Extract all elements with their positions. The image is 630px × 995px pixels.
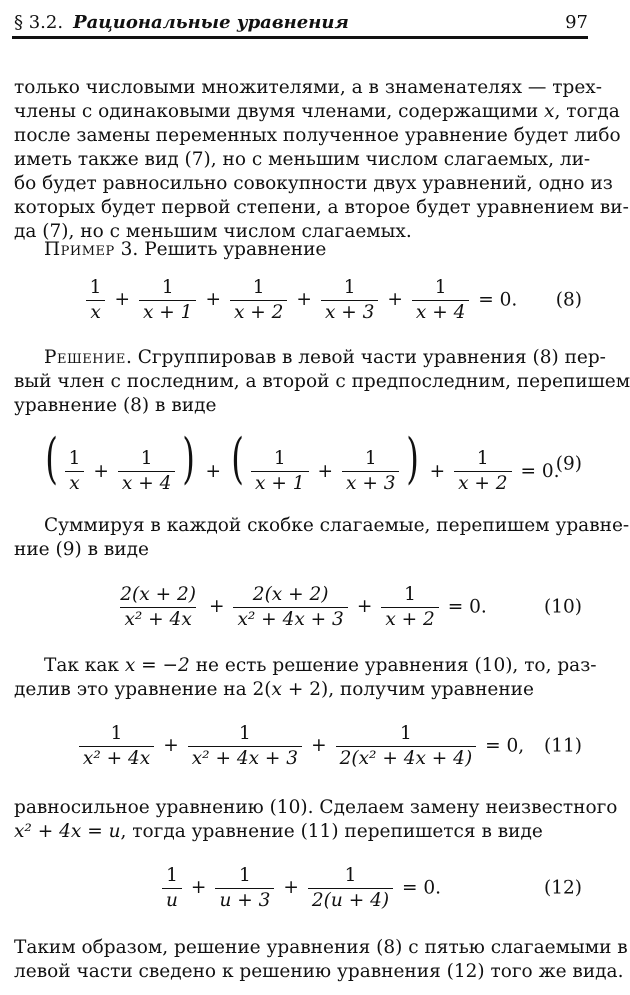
text-line: иметь также вид (7), но с меньшим числом слагаемых, ли- [14,149,591,170]
text-line [14,820,586,844]
right-paren: ) [182,426,196,490]
fraction [233,583,347,632]
equation-10 [14,575,586,639]
fraction [321,276,378,325]
equation-body [159,864,441,913]
denominator: x + 3 [321,300,378,325]
text-line [14,346,606,370]
plus-sign: + [317,460,334,482]
numerator: 1 [400,722,412,744]
solution-paragraph [14,346,630,418]
plus-sign: + [429,460,446,482]
math-variable: x [271,679,282,700]
fraction [65,447,85,496]
denominator: x² + 4x + 3 [188,746,302,771]
left-paren: ( [44,426,58,490]
equation-body [113,583,486,632]
example-statement [14,238,586,262]
text-line: левой части сведено к решению уравнения (12) того же вида. [14,961,624,982]
equation-number: (9) [555,453,582,475]
denominator: u [162,888,182,913]
text-span: делив это уравнение на 2( [14,679,272,700]
denominator: x [86,300,104,325]
denominator: x² + 4x [79,746,154,771]
equation-12 [14,856,586,920]
text-line [44,238,586,262]
fraction [381,583,438,632]
text-line: уравнение (8) в виде [14,395,217,416]
plus-sign: + [387,289,403,310]
numerator: 1 [476,448,489,470]
text-line: ние (9) в виде [14,539,149,560]
plus-sign: + [311,735,327,756]
running-header [12,8,588,39]
right-paren: ) [406,426,420,490]
numerator: 1 [140,448,153,470]
numerator: 1 [239,722,251,744]
text-span: , тогда уравнение (11) перепишется в виде [120,821,543,842]
denominator: 2(x² + 4x + 4) [336,746,477,771]
equation-9 [14,426,586,496]
paragraph-3 [14,654,597,702]
fraction [251,447,308,496]
equation-rhs: = 0, [485,735,525,756]
equation-body [41,426,560,497]
text-span: , тогда [554,101,620,122]
denominator: x + 3 [342,471,399,496]
fraction [188,722,302,771]
paragraph-2 [14,514,630,562]
text-line: да (7), но с меньшим числом слагаемых. [14,221,412,242]
text-span: члены с одинаковыми двумя членами, содержащими [14,101,539,122]
example-text: 3. Решить уравнение [120,239,327,260]
paragraph-4 [14,796,618,844]
example-label: Пример [44,239,115,260]
numerator: 1 [252,276,265,298]
plus-sign: + [356,596,373,617]
denominator: x [65,471,83,496]
denominator: x² + 4x + 3 [233,607,347,632]
numerator: 1 [364,448,377,470]
fraction [116,583,200,632]
fraction [118,447,175,496]
numerator: 1 [110,722,123,744]
numerator: 1 [273,448,286,470]
text-line: только числовыми множителями, а в знаменателях — трех- [14,77,602,98]
left-paren: ( [231,426,244,490]
numerator: 2(x + 2) [120,583,196,605]
fraction [230,276,287,325]
page-number: 97 [565,12,588,33]
math-inline: x = −2 [124,655,190,676]
text-line: Таким образом, решение уравнения (8) с пятью слагаемыми в [14,937,628,958]
text-line [14,100,620,124]
solution-label: Решение [44,347,126,368]
denominator: 2(u + 4) [308,888,393,913]
denominator: x + 2 [454,471,511,496]
plus-sign: + [93,460,109,482]
text-line: равносильное уравнению (10). Сделаем замену неизвестного [14,797,618,818]
paragraph-5 [14,936,628,984]
fraction [412,276,469,325]
numerator: 1 [89,276,102,298]
denominator: x + 1 [251,471,308,496]
numerator: 2(x + 2) [252,583,329,605]
equation-number: (12) [544,877,582,899]
plus-sign: + [190,877,207,898]
text-span: . Сгруппировав в левой части уравнения (8) пер- [125,347,606,368]
text-line: Суммируя в каждой скобке слагаемые, перепишем уравне- [44,515,630,536]
numerator: 1 [344,864,357,886]
equation-body [83,276,518,325]
text-span: + 2), получим уравнение [281,679,534,700]
denominator: u + 3 [215,888,274,913]
equation-rhs: = 0. [520,460,560,482]
numerator: 1 [434,276,447,298]
plus-sign: + [283,877,299,898]
text-line: бо будет равносильно совокупности двух уравнений, одно из [14,173,613,194]
math-inline: x² + 4x = u [14,821,121,842]
fraction [79,722,154,771]
text-line [14,678,586,702]
text-line [14,654,597,678]
denominator: x + 2 [230,300,287,325]
equation-number: (11) [544,735,582,757]
plus-sign: + [163,735,179,756]
plus-sign: + [205,460,221,482]
equation-11 [14,714,586,778]
numerator: 1 [161,276,174,298]
fraction [162,864,182,913]
section-heading [14,12,349,33]
equation-rhs: = 0. [447,596,487,617]
fraction [454,447,511,496]
math-variable: x [544,101,555,122]
fraction [342,447,399,496]
plus-sign: + [296,289,312,310]
numerator: 1 [343,276,356,298]
equation-body [76,722,524,771]
text-span: Так как [44,655,125,676]
fraction [86,276,106,325]
denominator: x + 4 [118,471,175,496]
section-title: Рациональные уравнения [73,12,349,33]
fraction [308,864,393,913]
equation-rhs: = 0. [478,289,518,310]
text-span: не есть решение уравнения (10), то, раз- [189,655,597,676]
fraction [336,722,477,771]
denominator: x + 4 [412,300,469,325]
text-line: вый член с последним, а второй с предпоследним, перепишем [14,371,630,392]
denominator: x + 2 [381,607,438,632]
denominator: x² + 4x [120,607,195,632]
equation-number: (8) [555,289,582,311]
equation-number: (10) [544,596,582,618]
paragraph-1 [14,76,629,244]
numerator: 1 [404,583,416,605]
numerator: 1 [166,864,178,886]
text-line: после замены переменных полученное уравнение будет либо [14,125,621,146]
equation-rhs: = 0. [401,877,441,898]
plus-sign: + [208,596,225,617]
plus-sign: + [205,289,221,310]
text-line: которых будет первой степени, а второе будет уравнением ви- [14,197,629,218]
denominator: x + 1 [139,300,196,325]
fraction [215,864,274,913]
equation-8 [14,268,586,332]
numerator: 1 [239,864,251,886]
section-number: § 3.2. [14,12,64,33]
plus-sign: + [114,289,130,310]
numerator: 1 [68,448,81,470]
fraction [139,276,196,325]
